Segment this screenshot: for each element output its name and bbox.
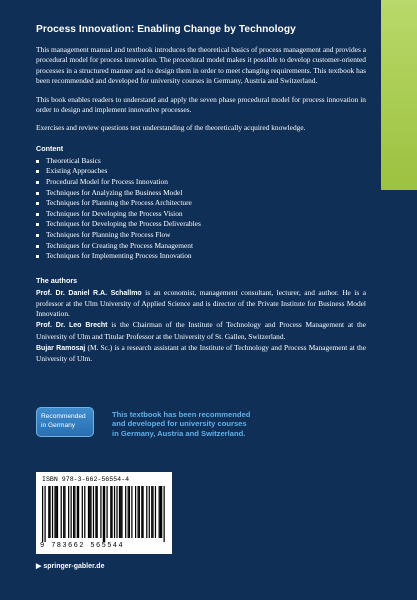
barcode-bar bbox=[95, 486, 96, 538]
barcode-bar bbox=[68, 486, 69, 538]
barcode-bar bbox=[110, 486, 111, 538]
barcode-bar bbox=[164, 486, 165, 542]
barcode-bar bbox=[44, 486, 45, 542]
barcode-bar bbox=[64, 486, 65, 538]
barcode-bar bbox=[48, 486, 49, 538]
author-name: Bujar Ramosaj bbox=[36, 344, 86, 352]
barcode-bar bbox=[97, 486, 98, 538]
barcode-bar bbox=[159, 486, 160, 538]
barcode-bar bbox=[71, 486, 72, 538]
barcode-bar bbox=[135, 486, 136, 538]
barcode-bar bbox=[88, 486, 89, 538]
author-bio bbox=[36, 343, 366, 364]
barcode-bar bbox=[49, 486, 50, 538]
contents-item: Theoretical Basics bbox=[36, 156, 366, 167]
barcode-bar bbox=[82, 486, 83, 538]
barcode-bar bbox=[78, 486, 79, 538]
authors-heading: The authors bbox=[36, 275, 78, 285]
arrow-icon: ▶ bbox=[36, 563, 42, 570]
barcode-bar bbox=[141, 486, 142, 538]
barcode-bar bbox=[74, 486, 75, 538]
barcode-bar bbox=[63, 486, 64, 538]
recommendation-text bbox=[112, 410, 312, 438]
barcode-bar bbox=[104, 486, 105, 542]
barcode-bar bbox=[61, 486, 62, 538]
barcode-bar bbox=[73, 486, 74, 538]
contents-item: Techniques for Implementing Process Innovation bbox=[36, 251, 366, 262]
publisher-url[interactable] bbox=[36, 562, 104, 570]
barcode-bar bbox=[128, 486, 129, 538]
barcode-bar bbox=[77, 486, 78, 538]
author-description: is the Chairman of the Institute of Technology and Process Management at the University of Ulm and Titular Professor at the University of St. Gallen, Switzerland. bbox=[36, 320, 367, 341]
barcode-bar bbox=[54, 486, 55, 538]
contents-item: Techniques for Planning the Process Flow bbox=[36, 230, 366, 241]
contents-item: Existing Approaches bbox=[36, 166, 366, 177]
author-description: is an economist, management consultant, lecturer, and author. He is a professor at the Ulm University of Applied Science and is director of the Private Institute for Business Model Innovation. bbox=[36, 287, 366, 319]
barcode-bar bbox=[119, 486, 120, 538]
barcode-bar bbox=[90, 486, 91, 538]
barcode-bar bbox=[103, 486, 104, 542]
barcode-bar bbox=[120, 486, 121, 538]
barcode-bar bbox=[160, 486, 161, 538]
recommendation-line-3: in Germany, Austria and Switzerland. bbox=[112, 428, 246, 438]
barcode-bar bbox=[111, 486, 112, 538]
barcode-bar bbox=[139, 486, 140, 538]
recommended-badge bbox=[36, 407, 94, 437]
accent-strip bbox=[381, 0, 417, 190]
contents-list bbox=[36, 156, 366, 262]
author-description: (M. Sc.) is a research assistant at the Institute of Technology and Process Management at the University of Ulm. bbox=[36, 342, 366, 363]
recommendation-line-2: and developed for university courses bbox=[112, 419, 247, 429]
barcode-bar bbox=[52, 486, 53, 538]
contents-item: Techniques for Planning the Process Architecture bbox=[36, 198, 366, 209]
author-name: Prof. Dr. Leo Brecht bbox=[36, 322, 108, 330]
barcode-bar bbox=[106, 486, 107, 538]
barcode-bar bbox=[89, 486, 90, 538]
contents-item: Techniques for Analyzing the Business Model bbox=[36, 188, 366, 199]
publisher-url-text: springer-gabler.de bbox=[43, 563, 105, 570]
barcode-bar bbox=[114, 486, 115, 538]
barcode-bar bbox=[57, 486, 58, 538]
contents-item: Techniques for Creating the Process Management bbox=[36, 241, 366, 252]
barcode-bar bbox=[116, 486, 117, 538]
contents-heading: Content bbox=[36, 143, 64, 153]
isbn-label: ISBN 978-3-662-56554-4 bbox=[42, 476, 130, 483]
barcode-bar bbox=[129, 486, 130, 538]
contents-item: Techniques for Developing the Process Deliverables bbox=[36, 219, 366, 230]
description-paragraph-3: Exercises and review questions test understanding of the theoretically acquired knowledge. bbox=[36, 123, 306, 133]
description-paragraph-1: This management manual and textbook introduces the theoretical basics of process management and provides a procedural model for process innovation. The procedural model makes it possible to develop customer-oriented processes in a structured manner and to design them in order to meet changing requirements. This textbook has been recommended and developed for university courses in Germany, Austria and Switzerland. bbox=[36, 45, 366, 86]
contents-item: Techniques for Developing the Process Vision bbox=[36, 209, 366, 220]
author-bio bbox=[36, 288, 366, 320]
barcode-bar bbox=[93, 486, 94, 538]
book-title: Process Innovation: Enabling Change by Technology bbox=[36, 24, 296, 35]
barcode-bar bbox=[84, 486, 85, 538]
description-paragraph-2: This book enables readers to understand and apply the seven phase procedural model for process innovation in order to design and implement innovative processes. bbox=[36, 94, 366, 115]
isbn-barcode bbox=[36, 472, 172, 554]
barcode-bar bbox=[100, 486, 101, 538]
barcode-bar bbox=[149, 486, 150, 538]
recommendation-line-1: This textbook has been recommended bbox=[112, 410, 251, 419]
contents-item: Procedural Model for Process Innovation bbox=[36, 177, 366, 188]
badge-line-2: in Germany bbox=[41, 422, 76, 429]
barcode-bar bbox=[142, 486, 143, 538]
barcode-bar bbox=[42, 486, 43, 542]
barcode-bar bbox=[161, 486, 162, 538]
barcode-bar bbox=[137, 486, 138, 538]
barcode-bar bbox=[155, 486, 156, 538]
barcode-bar bbox=[146, 486, 147, 538]
barcode-bar bbox=[56, 486, 57, 538]
barcode-bar bbox=[152, 486, 153, 538]
back-cover-content bbox=[36, 24, 366, 365]
author-bio bbox=[36, 320, 366, 341]
barcode-bar bbox=[121, 486, 122, 538]
barcode-bar bbox=[131, 486, 132, 538]
barcode-digits: 9 783662 565544 bbox=[40, 542, 125, 550]
barcode-bar bbox=[151, 486, 152, 538]
barcode-icon bbox=[42, 486, 166, 542]
barcode-bar bbox=[125, 486, 126, 538]
badge-line-1: Recommended bbox=[41, 413, 86, 420]
author-name: Prof. Dr. Daniel R.A. Schallmo bbox=[36, 289, 142, 297]
